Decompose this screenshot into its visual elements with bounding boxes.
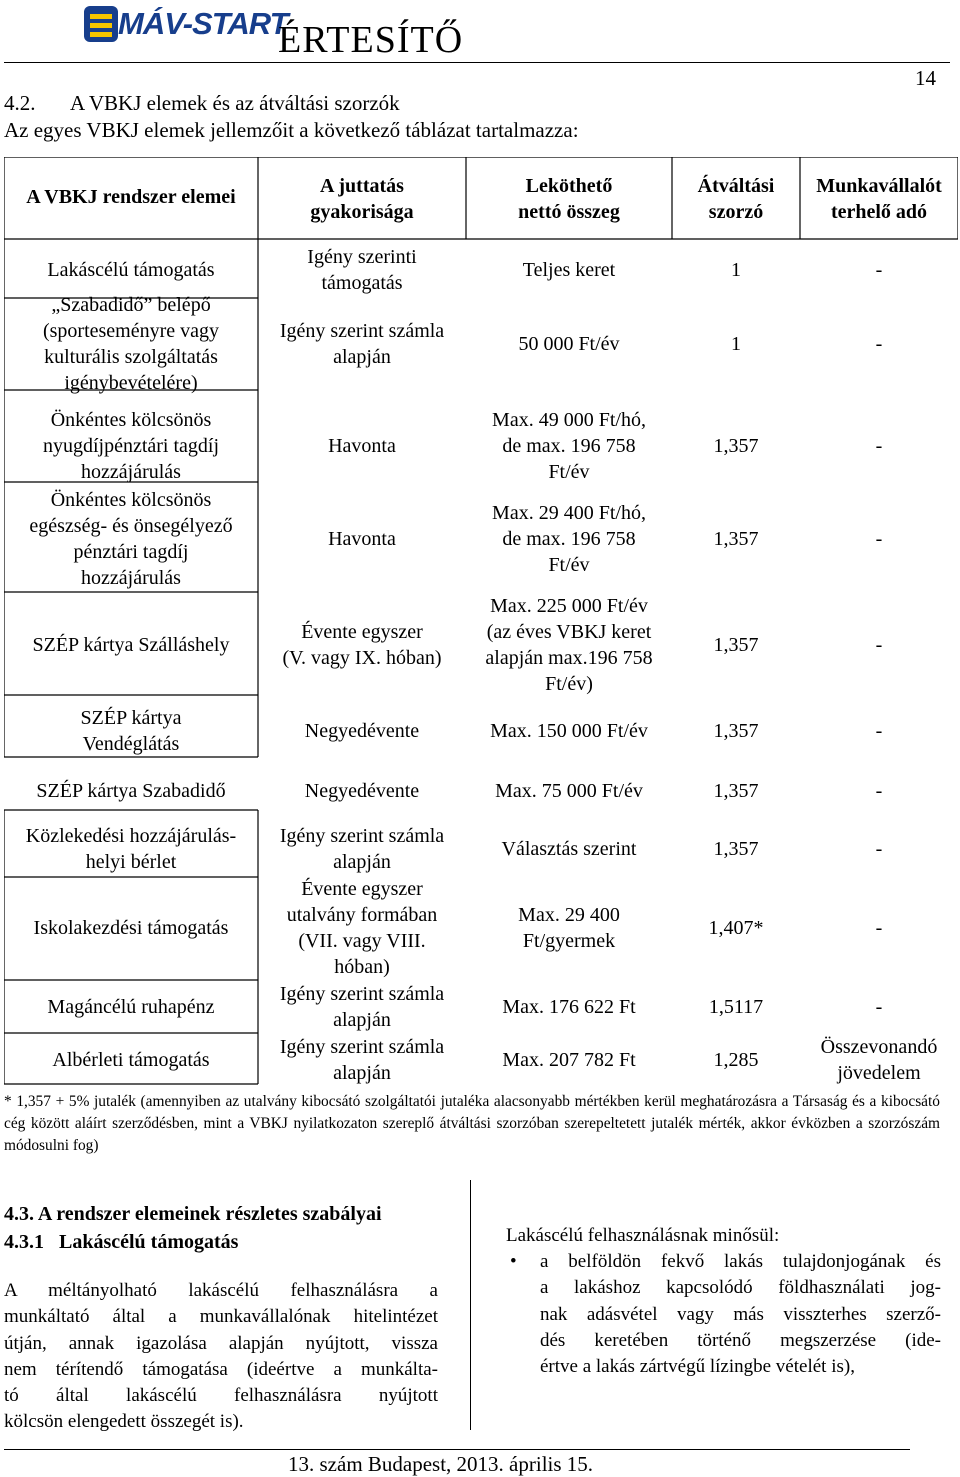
cell-freq — [258, 619, 466, 671]
cell-line: Igény szerint számla — [279, 825, 445, 847]
cell-line: - — [875, 720, 883, 742]
cell-line: utalvány formában — [286, 904, 438, 926]
header-conversion — [672, 173, 800, 225]
cell-conv — [672, 994, 800, 1020]
bullet-line: értve a lakás zártvégű lízingbe vételét is), — [540, 1356, 855, 1378]
cell-freq — [258, 718, 466, 744]
cell-freq — [258, 433, 466, 459]
header-element: A VBKJ rendszer elemei — [26, 186, 236, 208]
header-net-line-1: Leköthető — [525, 175, 613, 197]
cell-line: SZÉP kártya Szálláshely — [32, 634, 230, 656]
cell-line: - — [875, 333, 883, 355]
cell-tax — [800, 1034, 958, 1086]
paragraph-line: kölcsön elengedett összegét is). — [4, 1411, 244, 1433]
cell-line: Max. 75 000 Ft/év — [495, 780, 643, 802]
cell-freq — [258, 876, 466, 980]
bullet-line: a belföldön fekvő lakás tulajdonjogának és — [540, 1251, 941, 1272]
header-tax — [800, 173, 958, 225]
header-tax-line-1: Munkavállalót — [816, 175, 942, 197]
cell-freq — [258, 981, 466, 1033]
cell-line: Max. 225 000 Ft/év — [490, 595, 648, 617]
subsubsection-number: 4.3.1 — [4, 1231, 44, 1253]
cell-line: de max. 196 758 — [502, 435, 636, 457]
cell-line: 1,285 — [713, 1049, 759, 1071]
cell-line: - — [875, 634, 883, 656]
subsection-right-column — [506, 1222, 941, 1380]
cell-line: (az éves VBKJ keret — [486, 621, 652, 643]
cell-element — [4, 778, 258, 804]
cell-line: Igény szerint számla — [279, 1036, 445, 1058]
cell-line: 1,357 — [713, 720, 759, 742]
cell-line: Ft/év — [548, 554, 590, 576]
cell-line: - — [875, 259, 883, 281]
cell-net — [466, 500, 672, 578]
list-item — [506, 1249, 941, 1380]
cell-line: Max. 207 782 Ft — [502, 1049, 636, 1071]
cell-line: jövedelem — [837, 1062, 921, 1084]
bullet-line: dés keretében történő megszerzése (ide- — [540, 1329, 941, 1351]
section-intro: Az egyes VBKJ elemek jellemzőit a következő táblázat tartalmazza: — [4, 118, 579, 142]
logo-wordmark: MÁV-START — [118, 6, 288, 41]
cell-net — [466, 778, 672, 804]
cell-line: alapján max.196 758 — [485, 647, 653, 669]
cell-line: alapján — [333, 1009, 391, 1031]
cell-line: 1 — [731, 333, 741, 355]
subsection-left-column — [4, 1200, 438, 1436]
cell-line: kulturális szolgáltatás — [44, 346, 218, 368]
cell-line: 1,357 — [713, 435, 759, 457]
cell-tax — [800, 433, 958, 459]
cell-line: Választás szerint — [501, 838, 637, 860]
cell-line: SZÉP kártya Szabadidő — [36, 780, 226, 802]
cell-conv — [672, 915, 800, 941]
cell-line: 1,407* — [708, 917, 764, 939]
cell-line: (VII. vagy VIII. — [298, 930, 426, 952]
cell-line: Évente egyszer — [301, 621, 423, 643]
cell-line: (V. vagy IX. hóban) — [282, 647, 442, 669]
cell-net — [466, 331, 672, 357]
header-frequency-line-2: gyakorisága — [310, 201, 414, 223]
cell-line: Negyedévente — [304, 780, 420, 802]
cell-line: 1,357 — [713, 780, 759, 802]
cell-element — [4, 632, 258, 658]
cell-line: alapján — [333, 346, 391, 368]
cell-line: Max. 150 000 Ft/év — [490, 720, 648, 742]
cell-line: 1 — [731, 259, 741, 281]
cell-line: „Szabadidő” belépő — [51, 294, 211, 316]
cell-line: de max. 196 758 — [502, 528, 636, 550]
cell-element — [4, 487, 258, 591]
cell-line: hozzájárulás — [81, 567, 181, 589]
cell-net — [466, 593, 672, 697]
table-footnote: * 1,357 + 5% jutalék (amennyiben az utalvány kibocsátó szolgáltatói jutaléka alacsonyabb mértékben kerül meghatározásra a Társaság és a kibocsátó cég között aláírt szerződésben, mint a VBKJ nyilatkozaton szereplő átváltási szorzóban szerepeltetett jutalék mérték, akkor évközben a szorzószám módosulni fog) — [4, 1093, 940, 1154]
cell-net — [466, 1047, 672, 1073]
cell-line: 1,5117 — [708, 996, 764, 1018]
cell-line: támogatás — [321, 272, 403, 294]
cell-conv — [672, 526, 800, 552]
cell-line: Max. 29 400 Ft/hó, — [492, 502, 646, 524]
subsection-heading: 4.3. A rendszer elemeinek részletes szabályai — [4, 1203, 382, 1225]
header-divider — [4, 62, 950, 63]
cell-element — [4, 407, 258, 485]
cell-line: helyi bérlet — [85, 851, 177, 873]
cell-line: Lakáscélú támogatás — [47, 259, 215, 281]
cell-element — [4, 823, 258, 875]
cell-line: Teljes keret — [522, 259, 616, 281]
cell-conv — [672, 632, 800, 658]
cell-tax — [800, 915, 958, 941]
cell-line: Ft/gyermek — [522, 930, 616, 952]
cell-line: Önkéntes kölcsönös — [50, 409, 212, 431]
paragraph-line: munkáltató által a munkavállalónak hitelintézet — [4, 1306, 438, 1328]
cell-line: (sporteseményre vagy — [42, 320, 220, 342]
cell-line: - — [875, 838, 883, 860]
subsubsection-heading — [4, 1228, 438, 1256]
lakascelu-paragraph — [4, 1278, 438, 1436]
bullet-line: a lakáshoz kapcsolódó földhasználati jog- — [540, 1277, 941, 1299]
mav-logo-icon — [82, 4, 122, 48]
cell-line: Összevonandó — [820, 1036, 938, 1058]
footer-divider — [4, 1449, 910, 1450]
cell-line: Havonta — [328, 528, 396, 550]
paragraph-line: tó által lakáscélú felhasználásra nyújtott — [4, 1385, 438, 1407]
cell-conv — [672, 331, 800, 357]
cell-line: Ft/év — [548, 461, 590, 483]
cell-freq — [258, 318, 466, 370]
cell-line: Iskolakezdési támogatás — [33, 917, 229, 939]
cell-element — [4, 257, 258, 283]
header-net-line-2: nettó összeg — [518, 201, 620, 223]
section-heading — [4, 91, 400, 116]
paragraph-line: útján, annak igazolása alapján nyújtott, vissza — [4, 1332, 438, 1354]
column-divider — [470, 1180, 471, 1430]
cell-line: - — [875, 435, 883, 457]
cell-line: Közlekedési hozzájárulás- — [25, 825, 237, 847]
cell-freq — [258, 1034, 466, 1086]
paragraph-line: A méltányolható lakáscélú felhasználásra a — [4, 1280, 438, 1301]
header-frequency-line-1: A juttatás — [320, 175, 404, 197]
bullet-list — [506, 1249, 941, 1380]
cell-line: - — [875, 528, 883, 550]
cell-line: Igény szerint számla — [279, 320, 445, 342]
cell-tax — [800, 331, 958, 357]
cell-conv — [672, 778, 800, 804]
cell-line: Vendéglátás — [82, 733, 180, 755]
cell-element — [4, 705, 258, 757]
cell-line: Magáncélú ruhapénz — [47, 996, 215, 1018]
cell-conv — [672, 836, 800, 862]
cell-freq — [258, 244, 466, 296]
bullet-icon: • — [510, 1251, 517, 1272]
header-frequency — [258, 173, 466, 225]
cell-line: Igény szerint számla — [279, 983, 445, 1005]
cell-freq — [258, 823, 466, 875]
cell-tax — [800, 257, 958, 283]
section-title: A VBKJ elemek és az átváltási szorzók — [70, 91, 400, 115]
cell-line: 1,357 — [713, 528, 759, 550]
cell-net — [466, 994, 672, 1020]
cell-tax — [800, 836, 958, 862]
section-number: 4.2. — [4, 91, 36, 115]
cell-tax — [800, 526, 958, 552]
cell-net — [466, 902, 672, 954]
cell-element — [4, 1047, 258, 1073]
header-conversion-line-1: Átváltási — [697, 175, 775, 197]
cell-line: pénztári tagdíj — [73, 541, 189, 563]
publication-title: ÉRTESÍTŐ — [278, 19, 464, 61]
header-conversion-line-2: szorzó — [708, 201, 764, 223]
subsubsection-title: Lakáscélú támogatás — [59, 1231, 239, 1253]
cell-net — [466, 836, 672, 862]
cell-conv — [672, 433, 800, 459]
cell-line: Évente egyszer — [301, 878, 423, 900]
cell-line: 1,357 — [713, 634, 759, 656]
cell-line: Önkéntes kölcsönös — [50, 489, 212, 511]
paragraph-line: nem térítendő támogatása (ideértve a munkálta- — [4, 1358, 438, 1380]
cell-freq — [258, 526, 466, 552]
header-tax-line-2: terhelő adó — [830, 201, 928, 223]
cell-element — [4, 292, 258, 396]
right-lead: Lakáscélú felhasználásnak minősül: — [506, 1225, 780, 1246]
cell-net — [466, 407, 672, 485]
cell-line: nyugdíjpénztári tagdíj — [42, 435, 220, 457]
cell-line: - — [875, 996, 883, 1018]
list-item-text — [540, 1249, 941, 1380]
bullet-line: nak adásvétel vagy más visszterhes szerző- — [540, 1303, 941, 1325]
cell-line: Ft/év) — [545, 673, 593, 695]
cell-line: Negyedévente — [304, 720, 420, 742]
header-net-amount — [466, 173, 672, 225]
cell-line: Igény szerinti — [307, 246, 417, 268]
cell-tax — [800, 778, 958, 804]
cell-line: 50 000 Ft/év — [518, 333, 620, 355]
cell-line: Max. 176 622 Ft — [502, 996, 636, 1018]
cell-line: Havonta — [328, 435, 396, 457]
cell-net — [466, 718, 672, 744]
cell-line: hozzájárulás — [81, 461, 181, 483]
cell-element — [4, 915, 258, 941]
cell-line: SZÉP kártya — [80, 707, 182, 729]
cell-line: Max. 29 400 — [518, 904, 620, 926]
cell-conv — [672, 257, 800, 283]
footer-issue: 13. szám Budapest, 2013. április 15. — [288, 1452, 594, 1476]
cell-tax — [800, 994, 958, 1020]
cell-line: hóban) — [334, 956, 390, 978]
cell-line: alapján — [333, 1062, 391, 1084]
cell-conv — [672, 1047, 800, 1073]
cell-conv — [672, 718, 800, 744]
cell-element — [4, 994, 258, 1020]
page-number: 14 — [915, 66, 936, 90]
cell-line: Albérleti támogatás — [52, 1049, 210, 1071]
cell-line: egészség- és önsegélyező — [29, 515, 233, 537]
cell-net — [466, 257, 672, 283]
cell-line: - — [875, 780, 883, 802]
cell-line: 1,357 — [713, 838, 759, 860]
cell-line: igénybevételére) — [64, 372, 198, 394]
cell-line: alapján — [333, 851, 391, 873]
cell-tax — [800, 718, 958, 744]
cell-tax — [800, 632, 958, 658]
cell-line: - — [875, 917, 883, 939]
cell-line: Max. 49 000 Ft/hó, — [492, 409, 646, 431]
cell-freq — [258, 778, 466, 804]
